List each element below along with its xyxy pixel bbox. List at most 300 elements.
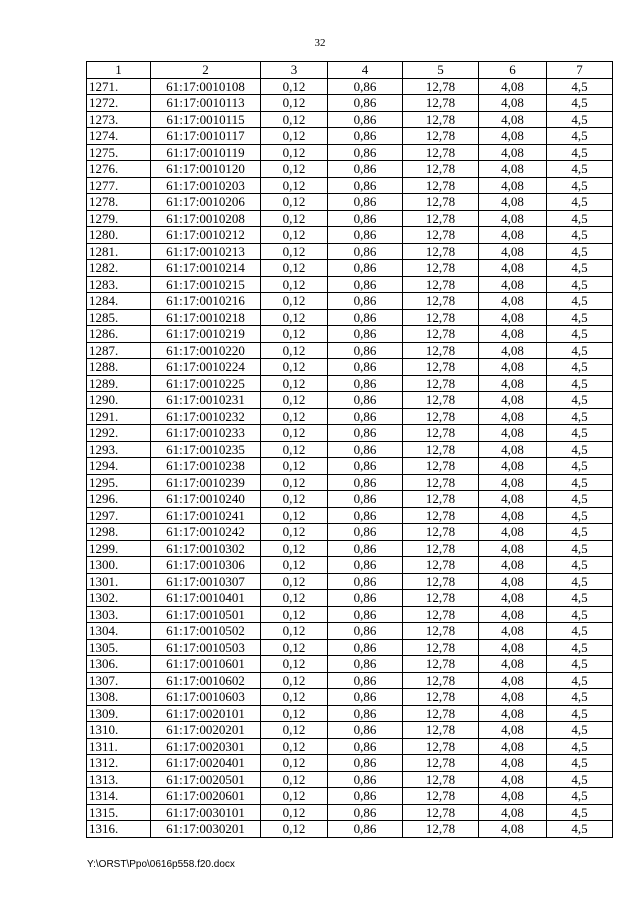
table-cell: 4,5 xyxy=(547,342,613,359)
table-row xyxy=(87,78,613,95)
table-cell: 61:17:0010214 xyxy=(151,260,261,277)
table-cell: 4,08 xyxy=(479,128,547,145)
table-cell: 1304. xyxy=(87,623,151,640)
table-cell: 12,78 xyxy=(403,144,479,161)
table-row xyxy=(87,111,613,128)
table-cell: 61:17:0010306 xyxy=(151,557,261,574)
table-cell: 4,5 xyxy=(547,243,613,260)
table-body xyxy=(87,78,613,837)
table-cell: 0,86 xyxy=(328,276,403,293)
table-cell: 4,08 xyxy=(479,425,547,442)
table-cell: 4,5 xyxy=(547,590,613,607)
table-cell: 0,12 xyxy=(261,606,328,623)
table-cell: 0,12 xyxy=(261,276,328,293)
table-cell: 61:17:0010235 xyxy=(151,441,261,458)
table-cell: 12,78 xyxy=(403,392,479,409)
table-cell: 61:17:0010603 xyxy=(151,689,261,706)
table-cell: 0,86 xyxy=(328,359,403,376)
table-cell: 12,78 xyxy=(403,788,479,805)
table-cell: 4,5 xyxy=(547,491,613,508)
table-cell: 61:17:0010241 xyxy=(151,507,261,524)
table-cell: 1301. xyxy=(87,573,151,590)
table-cell: 61:17:0020501 xyxy=(151,771,261,788)
table-cell: 1290. xyxy=(87,392,151,409)
table-cell: 1279. xyxy=(87,210,151,227)
table-row xyxy=(87,441,613,458)
table-cell: 61:17:0010232 xyxy=(151,408,261,425)
table-cell: 12,78 xyxy=(403,573,479,590)
table-cell: 61:17:0010219 xyxy=(151,326,261,343)
table-cell: 1271. xyxy=(87,78,151,95)
table-cell: 0,86 xyxy=(328,177,403,194)
table-cell: 12,78 xyxy=(403,260,479,277)
table-cell: 12,78 xyxy=(403,293,479,310)
table-row xyxy=(87,590,613,607)
table-cell: 0,86 xyxy=(328,392,403,409)
table-cell: 4,08 xyxy=(479,111,547,128)
table-cell: 0,86 xyxy=(328,540,403,557)
table-cell: 1297. xyxy=(87,507,151,524)
table-cell: 61:17:0010503 xyxy=(151,639,261,656)
table-cell: 61:17:0010231 xyxy=(151,392,261,409)
table-cell: 12,78 xyxy=(403,606,479,623)
table-cell: 0,86 xyxy=(328,507,403,524)
table-cell: 1278. xyxy=(87,194,151,211)
table-cell: 0,12 xyxy=(261,260,328,277)
table-cell: 0,12 xyxy=(261,474,328,491)
table-cell: 0,12 xyxy=(261,623,328,640)
table-cell: 0,86 xyxy=(328,243,403,260)
table-cell: 61:17:0020401 xyxy=(151,755,261,772)
table-cell: 4,5 xyxy=(547,177,613,194)
table-cell: 1289. xyxy=(87,375,151,392)
table-cell: 12,78 xyxy=(403,111,479,128)
table-cell: 4,08 xyxy=(479,804,547,821)
table-cell: 4,08 xyxy=(479,95,547,112)
table-row xyxy=(87,276,613,293)
table-row xyxy=(87,656,613,673)
table-row xyxy=(87,425,613,442)
table-cell: 4,08 xyxy=(479,639,547,656)
table-cell: 0,86 xyxy=(328,639,403,656)
data-table xyxy=(86,61,613,838)
table-cell: 4,5 xyxy=(547,623,613,640)
table-cell: 12,78 xyxy=(403,375,479,392)
table-cell: 12,78 xyxy=(403,243,479,260)
table-cell: 4,08 xyxy=(479,161,547,178)
table-cell: 61:17:0010208 xyxy=(151,210,261,227)
table-cell: 4,08 xyxy=(479,359,547,376)
table-cell: 0,12 xyxy=(261,309,328,326)
table-cell: 1274. xyxy=(87,128,151,145)
table-cell: 12,78 xyxy=(403,177,479,194)
table-cell: 0,86 xyxy=(328,293,403,310)
table-cell: 61:17:0010113 xyxy=(151,95,261,112)
table-cell: 4,5 xyxy=(547,573,613,590)
table-row xyxy=(87,210,613,227)
table-cell: 0,12 xyxy=(261,342,328,359)
table-cell: 0,86 xyxy=(328,210,403,227)
table-cell: 1287. xyxy=(87,342,151,359)
table-row xyxy=(87,293,613,310)
table-cell: 12,78 xyxy=(403,491,479,508)
table-row xyxy=(87,623,613,640)
table-row xyxy=(87,755,613,772)
table-cell: 4,5 xyxy=(547,128,613,145)
table-cell: 4,08 xyxy=(479,689,547,706)
table-cell: 0,12 xyxy=(261,227,328,244)
table-cell: 61:17:0010203 xyxy=(151,177,261,194)
table-cell: 0,12 xyxy=(261,144,328,161)
table-cell: 12,78 xyxy=(403,557,479,574)
table-row xyxy=(87,557,613,574)
table-cell: 4,08 xyxy=(479,260,547,277)
table-row xyxy=(87,606,613,623)
table-cell: 1298. xyxy=(87,524,151,541)
table-cell: 1285. xyxy=(87,309,151,326)
table-cell: 4,5 xyxy=(547,474,613,491)
table-cell: 4,08 xyxy=(479,540,547,557)
table-row xyxy=(87,144,613,161)
table-cell: 1277. xyxy=(87,177,151,194)
table-cell: 4,08 xyxy=(479,788,547,805)
table-cell: 12,78 xyxy=(403,771,479,788)
table-cell: 1291. xyxy=(87,408,151,425)
table-cell: 61:17:0010108 xyxy=(151,78,261,95)
table-cell: 12,78 xyxy=(403,458,479,475)
table-cell: 12,78 xyxy=(403,128,479,145)
table-cell: 0,86 xyxy=(328,342,403,359)
table-row xyxy=(87,309,613,326)
table-cell: 4,5 xyxy=(547,408,613,425)
table-cell: 12,78 xyxy=(403,227,479,244)
table-cell: 1313. xyxy=(87,771,151,788)
table-cell: 4,5 xyxy=(547,309,613,326)
table-cell: 61:17:0010233 xyxy=(151,425,261,442)
table-cell: 61:17:0010117 xyxy=(151,128,261,145)
table-cell: 0,86 xyxy=(328,227,403,244)
table-cell: 61:17:0010401 xyxy=(151,590,261,607)
table-cell: 4,5 xyxy=(547,210,613,227)
table-cell: 12,78 xyxy=(403,540,479,557)
table-cell: 1296. xyxy=(87,491,151,508)
table-cell: 0,12 xyxy=(261,804,328,821)
column-header: 7 xyxy=(547,62,613,79)
table-cell: 4,08 xyxy=(479,392,547,409)
table-cell: 12,78 xyxy=(403,78,479,95)
column-header: 1 xyxy=(87,62,151,79)
table-cell: 0,86 xyxy=(328,458,403,475)
column-header: 3 xyxy=(261,62,328,79)
table-cell: 0,86 xyxy=(328,672,403,689)
table-cell: 4,5 xyxy=(547,441,613,458)
table-cell: 61:17:0010206 xyxy=(151,194,261,211)
table-cell: 0,86 xyxy=(328,128,403,145)
column-header: 6 xyxy=(479,62,547,79)
table-cell: 0,12 xyxy=(261,821,328,838)
table-row xyxy=(87,573,613,590)
table-cell: 12,78 xyxy=(403,689,479,706)
table-cell: 4,5 xyxy=(547,260,613,277)
table-cell: 4,5 xyxy=(547,722,613,739)
table-cell: 1316. xyxy=(87,821,151,838)
table-cell: 4,08 xyxy=(479,326,547,343)
table-cell: 61:17:0020101 xyxy=(151,705,261,722)
table-cell: 12,78 xyxy=(403,755,479,772)
table-cell: 61:17:0010307 xyxy=(151,573,261,590)
table-row xyxy=(87,540,613,557)
table-cell: 1284. xyxy=(87,293,151,310)
table-cell: 0,86 xyxy=(328,557,403,574)
table-cell: 4,5 xyxy=(547,458,613,475)
table-cell: 12,78 xyxy=(403,194,479,211)
table-cell: 0,12 xyxy=(261,507,328,524)
table-cell: 1286. xyxy=(87,326,151,343)
table-cell: 12,78 xyxy=(403,705,479,722)
table-row xyxy=(87,722,613,739)
table-cell: 61:17:0010220 xyxy=(151,342,261,359)
table-cell: 4,5 xyxy=(547,392,613,409)
table-cell: 4,5 xyxy=(547,606,613,623)
table-cell: 1314. xyxy=(87,788,151,805)
table-cell: 61:17:0010242 xyxy=(151,524,261,541)
table-cell: 4,08 xyxy=(479,755,547,772)
table-cell: 0,86 xyxy=(328,78,403,95)
table-cell: 1282. xyxy=(87,260,151,277)
table-cell: 61:17:0010601 xyxy=(151,656,261,673)
table-cell: 4,5 xyxy=(547,95,613,112)
table-cell: 4,08 xyxy=(479,177,547,194)
table-cell: 4,08 xyxy=(479,210,547,227)
table-cell: 61:17:0020301 xyxy=(151,738,261,755)
table-cell: 0,86 xyxy=(328,623,403,640)
table-cell: 61:17:0010240 xyxy=(151,491,261,508)
table-cell: 61:17:0020201 xyxy=(151,722,261,739)
table-cell: 61:17:0010215 xyxy=(151,276,261,293)
table-cell: 1295. xyxy=(87,474,151,491)
table-row xyxy=(87,161,613,178)
table-cell: 0,86 xyxy=(328,326,403,343)
table-cell: 0,86 xyxy=(328,656,403,673)
table-cell: 0,12 xyxy=(261,194,328,211)
table-cell: 0,86 xyxy=(328,738,403,755)
table-cell: 4,5 xyxy=(547,689,613,706)
table-cell: 1311. xyxy=(87,738,151,755)
table-cell: 61:17:0010212 xyxy=(151,227,261,244)
table-row xyxy=(87,408,613,425)
table-cell: 0,12 xyxy=(261,590,328,607)
table-cell: 4,5 xyxy=(547,194,613,211)
table-cell: 61:17:0010602 xyxy=(151,672,261,689)
table-cell: 0,12 xyxy=(261,540,328,557)
table-row xyxy=(87,474,613,491)
table-cell: 1280. xyxy=(87,227,151,244)
table-cell: 12,78 xyxy=(403,359,479,376)
table-cell: 4,08 xyxy=(479,78,547,95)
table-cell: 0,12 xyxy=(261,491,328,508)
table-cell: 1302. xyxy=(87,590,151,607)
table-row xyxy=(87,359,613,376)
table-cell: 12,78 xyxy=(403,722,479,739)
column-header: 4 xyxy=(328,62,403,79)
table-cell: 61:17:0010213 xyxy=(151,243,261,260)
table-cell: 61:17:0010224 xyxy=(151,359,261,376)
table-cell: 0,12 xyxy=(261,408,328,425)
table-cell: 0,12 xyxy=(261,177,328,194)
table-row xyxy=(87,705,613,722)
table-row xyxy=(87,326,613,343)
table-cell: 4,08 xyxy=(479,458,547,475)
table-cell: 4,5 xyxy=(547,672,613,689)
table-cell: 4,08 xyxy=(479,474,547,491)
table-cell: 0,12 xyxy=(261,111,328,128)
table-cell: 4,08 xyxy=(479,408,547,425)
table-cell: 0,86 xyxy=(328,260,403,277)
table-cell: 0,86 xyxy=(328,524,403,541)
table-cell: 0,86 xyxy=(328,375,403,392)
table-cell: 4,5 xyxy=(547,821,613,838)
table-cell: 1306. xyxy=(87,656,151,673)
table-cell: 0,12 xyxy=(261,722,328,739)
table-cell: 4,5 xyxy=(547,144,613,161)
table-cell: 4,08 xyxy=(479,243,547,260)
table-cell: 0,86 xyxy=(328,441,403,458)
table-cell: 4,08 xyxy=(479,227,547,244)
table-cell: 61:17:0030101 xyxy=(151,804,261,821)
table-row xyxy=(87,260,613,277)
table-cell: 0,86 xyxy=(328,804,403,821)
table-cell: 12,78 xyxy=(403,672,479,689)
table-cell: 0,12 xyxy=(261,161,328,178)
table-cell: 4,08 xyxy=(479,557,547,574)
table-cell: 0,86 xyxy=(328,573,403,590)
table-cell: 4,08 xyxy=(479,293,547,310)
table-cell: 4,5 xyxy=(547,788,613,805)
table-cell: 12,78 xyxy=(403,95,479,112)
table-cell: 0,12 xyxy=(261,210,328,227)
table-cell: 1312. xyxy=(87,755,151,772)
table-cell: 4,08 xyxy=(479,573,547,590)
footer-file-path: Y:\ORST\Ppo\0616p558.f20.docx xyxy=(87,859,235,870)
table-row xyxy=(87,672,613,689)
table-cell: 0,86 xyxy=(328,309,403,326)
table-cell: 0,12 xyxy=(261,672,328,689)
table-row xyxy=(87,392,613,409)
table-cell: 0,12 xyxy=(261,705,328,722)
table-cell: 4,5 xyxy=(547,771,613,788)
table-cell: 0,12 xyxy=(261,458,328,475)
table-cell: 4,5 xyxy=(547,161,613,178)
table-cell: 4,5 xyxy=(547,557,613,574)
table-cell: 4,08 xyxy=(479,821,547,838)
table-cell: 0,86 xyxy=(328,111,403,128)
table-cell: 12,78 xyxy=(403,309,479,326)
table-cell: 4,08 xyxy=(479,491,547,508)
table-cell: 0,86 xyxy=(328,606,403,623)
table-cell: 0,86 xyxy=(328,590,403,607)
table-cell: 4,5 xyxy=(547,326,613,343)
table-cell: 12,78 xyxy=(403,161,479,178)
table-cell: 4,08 xyxy=(479,722,547,739)
table-cell: 0,12 xyxy=(261,755,328,772)
table-cell: 0,86 xyxy=(328,788,403,805)
table-cell: 12,78 xyxy=(403,425,479,442)
table-cell: 0,12 xyxy=(261,573,328,590)
table-cell: 1288. xyxy=(87,359,151,376)
table-cell: 4,08 xyxy=(479,507,547,524)
table-cell: 1315. xyxy=(87,804,151,821)
table-cell: 0,12 xyxy=(261,788,328,805)
table-cell: 0,86 xyxy=(328,722,403,739)
table-row xyxy=(87,491,613,508)
table-cell: 61:17:0020601 xyxy=(151,788,261,805)
table-cell: 0,86 xyxy=(328,755,403,772)
table-cell: 4,08 xyxy=(479,441,547,458)
table-cell: 4,5 xyxy=(547,375,613,392)
table-row xyxy=(87,821,613,838)
table-cell: 4,5 xyxy=(547,656,613,673)
table-cell: 1292. xyxy=(87,425,151,442)
table-cell: 4,08 xyxy=(479,144,547,161)
table-cell: 4,08 xyxy=(479,771,547,788)
table-row xyxy=(87,227,613,244)
table-cell: 61:17:0010225 xyxy=(151,375,261,392)
table-cell: 61:17:0010239 xyxy=(151,474,261,491)
table-cell: 4,5 xyxy=(547,293,613,310)
table-cell: 4,08 xyxy=(479,672,547,689)
table-cell: 12,78 xyxy=(403,821,479,838)
table-cell: 12,78 xyxy=(403,210,479,227)
table-row xyxy=(87,804,613,821)
table-cell: 61:17:0010302 xyxy=(151,540,261,557)
table-cell: 12,78 xyxy=(403,804,479,821)
table-cell: 12,78 xyxy=(403,408,479,425)
table-cell: 61:17:0010218 xyxy=(151,309,261,326)
table-cell: 4,08 xyxy=(479,738,547,755)
table-cell: 0,86 xyxy=(328,771,403,788)
table-cell: 4,08 xyxy=(479,194,547,211)
table-cell: 4,5 xyxy=(547,78,613,95)
column-header: 2 xyxy=(151,62,261,79)
table-cell: 0,12 xyxy=(261,359,328,376)
table-cell: 1305. xyxy=(87,639,151,656)
table-cell: 1293. xyxy=(87,441,151,458)
table-cell: 0,12 xyxy=(261,639,328,656)
table-cell: 0,12 xyxy=(261,689,328,706)
table-row xyxy=(87,524,613,541)
table-cell: 61:17:0010119 xyxy=(151,144,261,161)
table-cell: 12,78 xyxy=(403,507,479,524)
table-cell: 0,12 xyxy=(261,326,328,343)
table-cell: 61:17:0010115 xyxy=(151,111,261,128)
table-cell: 0,12 xyxy=(261,557,328,574)
table-cell: 0,12 xyxy=(261,425,328,442)
table-cell: 4,5 xyxy=(547,276,613,293)
table-cell: 4,5 xyxy=(547,359,613,376)
table-cell: 1299. xyxy=(87,540,151,557)
table-cell: 12,78 xyxy=(403,276,479,293)
table-cell: 12,78 xyxy=(403,524,479,541)
table-cell: 0,12 xyxy=(261,78,328,95)
table-cell: 4,5 xyxy=(547,755,613,772)
table-cell: 0,12 xyxy=(261,95,328,112)
table-row xyxy=(87,507,613,524)
table-cell: 4,08 xyxy=(479,342,547,359)
table-row xyxy=(87,639,613,656)
table-row xyxy=(87,771,613,788)
table-cell: 4,08 xyxy=(479,590,547,607)
table-cell: 4,08 xyxy=(479,375,547,392)
